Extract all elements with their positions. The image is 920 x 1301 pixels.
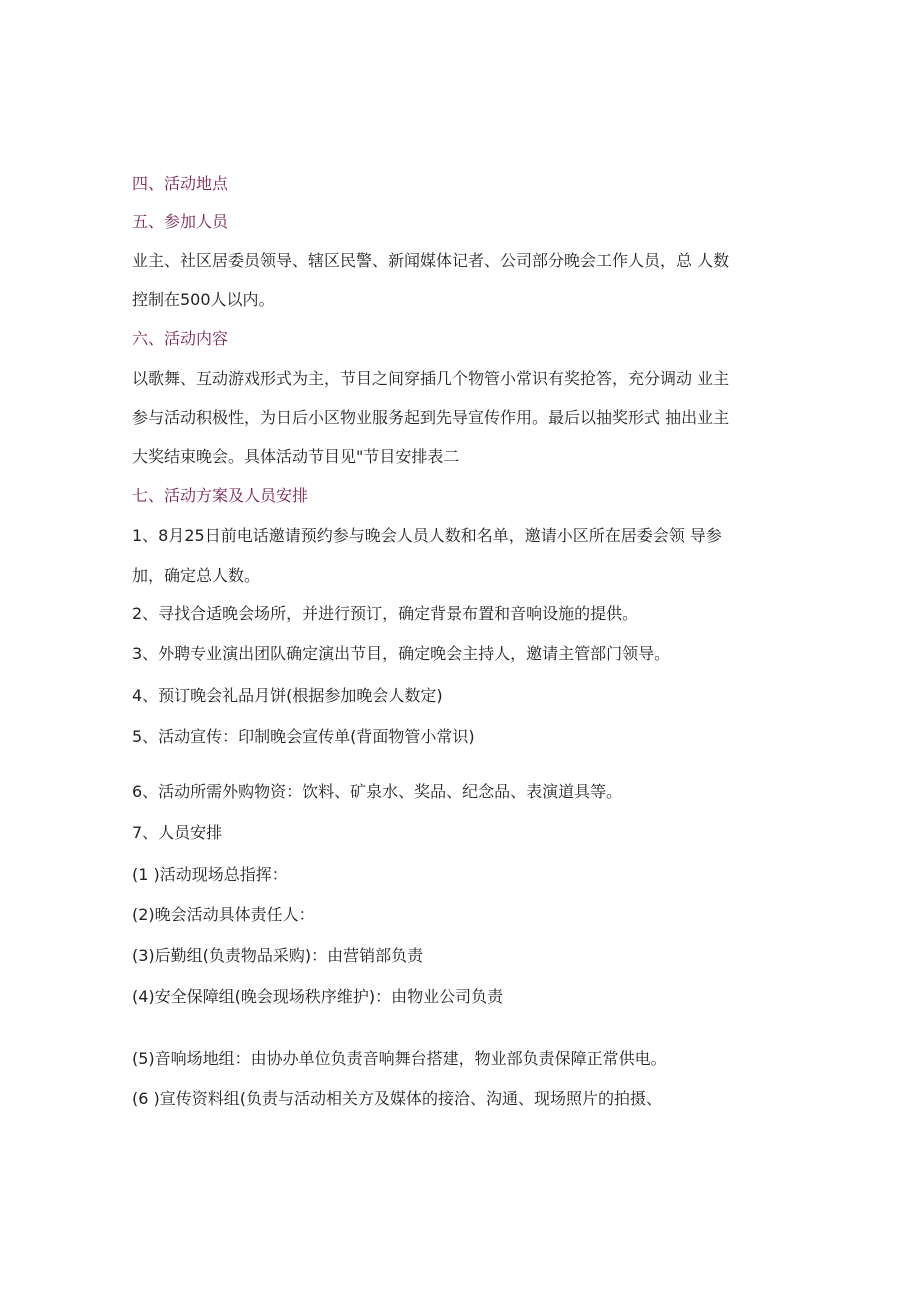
participants-text-line-2: 控制在500人以内。 bbox=[132, 290, 275, 309]
plan-item-1-line-1: 1、8月25日前电话邀请预约参与晚会人员人数和名单，邀请小区所在居委会领 导参 bbox=[132, 526, 722, 545]
staff-item-3: (3)后勤组(负责物品采购)：由营销部负责 bbox=[132, 946, 424, 965]
plan-item-6: 6、活动所需外购物资：饮料、矿泉水、奖品、纪念品、表演道具等。 bbox=[132, 782, 623, 801]
plan-item-7: 7、人员安排 bbox=[132, 823, 223, 842]
section-heading-plan: 七、活动方案及人员安排 bbox=[132, 486, 309, 505]
section-heading-content: 六、活动内容 bbox=[132, 329, 229, 348]
content-text-line-3: 大奖结束晚会。具体活动节目见"节目安排表二 bbox=[132, 447, 460, 466]
plan-item-4: 4、预订晚会礼品月饼(根据参加晚会人数定) bbox=[132, 686, 443, 705]
participants-text-line-1: 业主、社区居委员领导、辖区民警、新闻媒体记者、公司部分晚会工作人员，总 人数 bbox=[132, 251, 730, 270]
section-heading-venue: 四、活动地点 bbox=[132, 174, 229, 193]
content-text-line-2: 参与活动积极性，为日后小区物业服务起到先导宣传作用。最后以抽奖形式 抽出业主 bbox=[132, 408, 730, 427]
content-text-line-1: 以歌舞、互动游戏形式为主，节目之间穿插几个物管小常识有奖抢答，充分调动 业主 bbox=[132, 369, 730, 388]
plan-item-2: 2、寻找合适晚会场所，并进行预订，确定背景布置和音响设施的提供。 bbox=[132, 604, 639, 623]
staff-item-5: (5)音响场地组：由协办单位负责音响舞台搭建，物业部负责保障正常供电。 bbox=[132, 1049, 667, 1068]
plan-item-5: 5、活动宣传：印制晚会宣传单(背面物管小常识) bbox=[132, 727, 475, 746]
staff-item-2: (2)晚会活动具体责任人： bbox=[132, 905, 315, 924]
staff-item-6: (6 )宣传资料组(负责与活动相关方及媒体的接洽、沟通、现场照片的拍摄、 bbox=[132, 1089, 662, 1108]
plan-item-3: 3、外聘专业演出团队确定演出节目，确定晚会主持人，邀请主管部门领导。 bbox=[132, 644, 671, 663]
staff-item-4: (4)安全保障组(晚会现场秩序维护)：由物业公司负责 bbox=[132, 987, 504, 1006]
staff-item-1: (1 )活动现场总指挥： bbox=[132, 865, 288, 884]
plan-item-1-line-2: 加，确定总人数。 bbox=[132, 566, 261, 585]
section-heading-participants: 五、参加人员 bbox=[132, 212, 229, 231]
